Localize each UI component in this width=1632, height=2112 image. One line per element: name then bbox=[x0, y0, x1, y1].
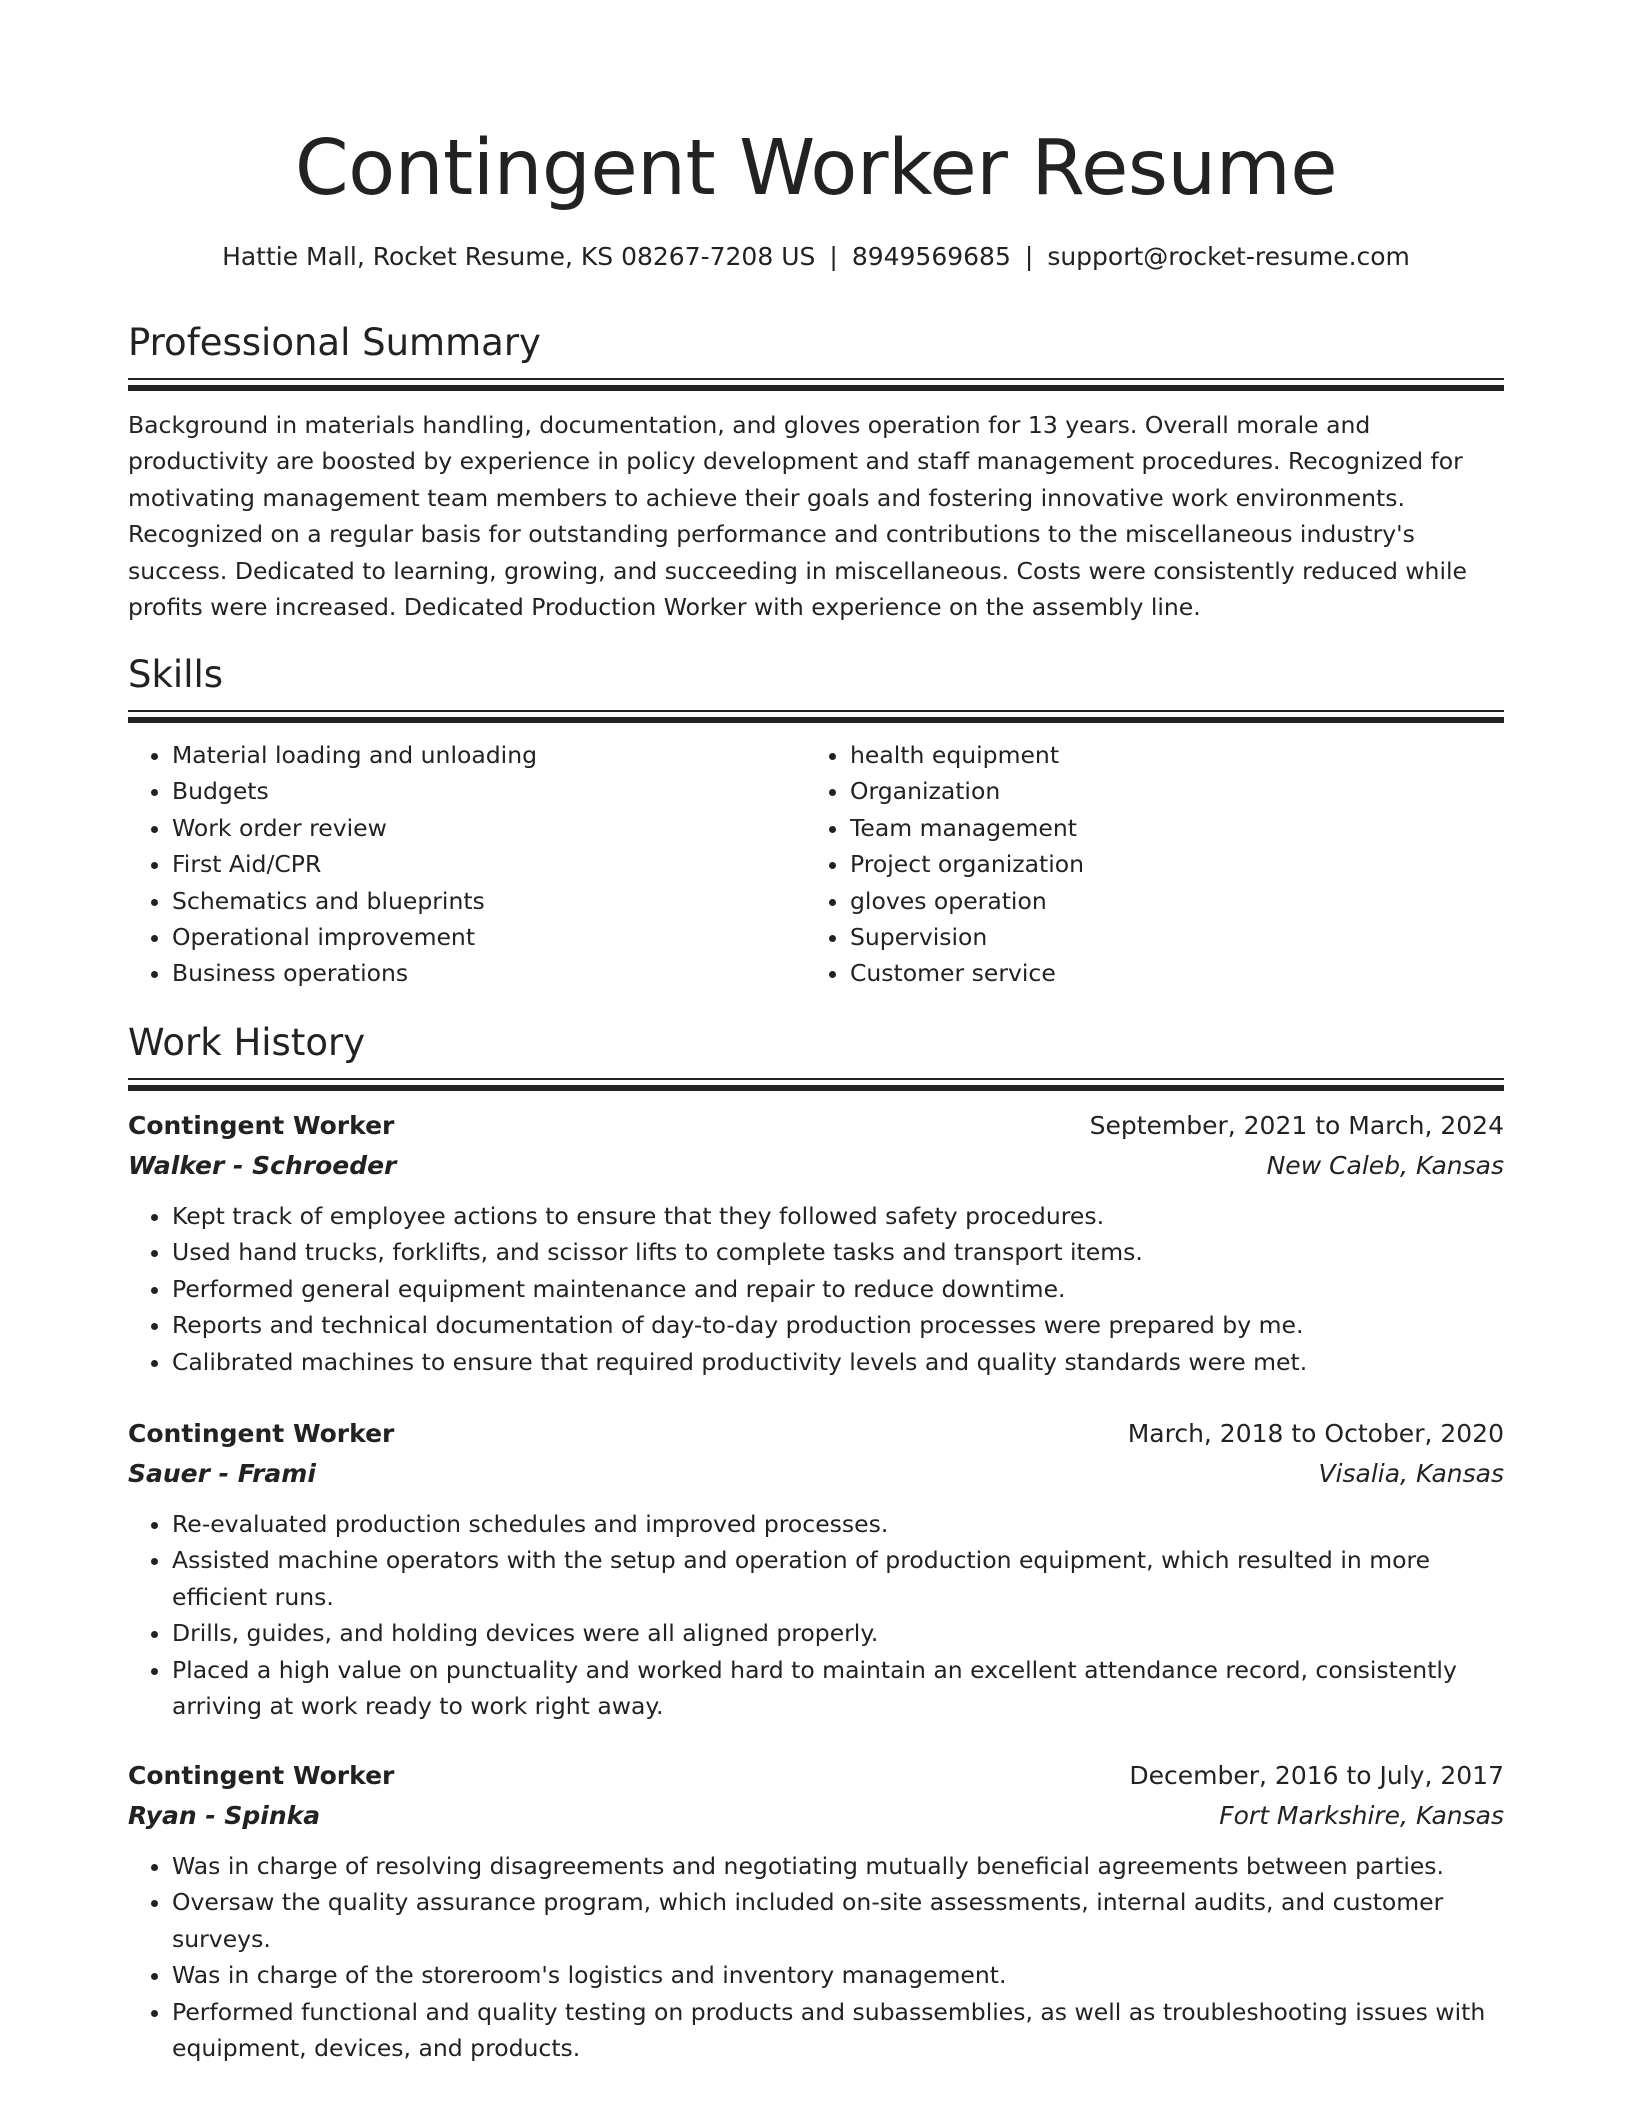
section-title-skills: Skills bbox=[128, 653, 224, 696]
skill-item: • Supervision bbox=[850, 919, 1484, 955]
skill-item: • Business operations bbox=[172, 955, 806, 991]
job-company: Ryan - Spinka bbox=[128, 1801, 321, 1830]
skill-item: • health equipment bbox=[850, 737, 1484, 773]
job-subheader bbox=[128, 1454, 1504, 1494]
job-title: Contingent Worker bbox=[128, 1419, 395, 1448]
skill-item: • Customer service bbox=[850, 955, 1484, 991]
section-divider bbox=[128, 385, 1504, 391]
job-bullets bbox=[128, 1198, 1504, 1380]
job-bullet: • Re-evaluated production schedules and improved processes. bbox=[172, 1506, 1504, 1542]
summary-text: Background in materials handling, documentation, and gloves operation for 13 years. Overall morale and productivity are boosted by experience in policy development and staff management procedures. Recognized for motivating management team members to achieve their goals and fostering innovative work environments. Recognized on a regular basis for outstanding performance and contributions to the miscellaneous industry's success. Dedicated to learning, growing, and succeeding in miscellaneous. Costs were consistently reduced while profits were increased. Dedicated Production Worker with experience on the assembly line. bbox=[128, 411, 1467, 622]
job-bullet: • Performed general equipment maintenance and repair to reduce downtime. bbox=[172, 1271, 1504, 1307]
job-bullets bbox=[128, 1848, 1504, 2066]
section-title-summary: Professional Summary bbox=[128, 321, 541, 364]
skill-item: • Team management bbox=[850, 810, 1484, 846]
job-bullet: • Placed a high value on punctuality and worked hard to maintain an excellent attendance record, consistently arriving at work ready to work right away. bbox=[172, 1652, 1504, 1725]
job-title: Contingent Worker bbox=[128, 1111, 395, 1140]
skill-item: • Operational improvement bbox=[172, 919, 806, 955]
job-bullet: • Calibrated machines to ensure that required productivity levels and quality standards were met. bbox=[172, 1344, 1504, 1380]
skill-item: • First Aid/CPR bbox=[172, 846, 806, 882]
skill-item: • Project organization bbox=[850, 846, 1484, 882]
section-divider bbox=[128, 378, 1504, 380]
job-subheader bbox=[128, 1796, 1504, 1836]
job-entry bbox=[128, 1414, 1504, 1724]
contact-separator: | bbox=[1024, 242, 1034, 271]
job-bullet: • Assisted machine operators with the setup and operation of production equipment, which resulted in more efficient runs. bbox=[172, 1542, 1504, 1615]
job-subheader bbox=[128, 1146, 1504, 1186]
job-bullet: • Performed functional and quality testing on products and subassemblies, as well as troubleshooting issues with equipment, devices, and products. bbox=[172, 1994, 1504, 2067]
job-title: Contingent Worker bbox=[128, 1761, 395, 1790]
contact-phone: 8949569685 bbox=[851, 242, 1011, 271]
skills-section bbox=[128, 648, 1504, 992]
skills-list-left bbox=[128, 737, 806, 992]
job-company: Walker - Schroeder bbox=[128, 1151, 397, 1180]
job-bullets bbox=[128, 1506, 1504, 1724]
contact-address: Hattie Mall, Rocket Resume, KS 08267-7208 US bbox=[222, 242, 816, 271]
skills-columns bbox=[128, 737, 1504, 992]
job-entry bbox=[128, 1106, 1504, 1380]
section-divider bbox=[128, 1085, 1504, 1091]
job-header bbox=[128, 1756, 1504, 1796]
job-header bbox=[128, 1106, 1504, 1146]
contact-email: support@rocket-resume.com bbox=[1047, 242, 1410, 271]
contact-separator: | bbox=[829, 242, 838, 271]
job-bullet: • Oversaw the quality assurance program, which included on-site assessments, internal audits, and customer surveys. bbox=[172, 1884, 1504, 1957]
job-bullet: • Was in charge of the storeroom's logistics and inventory management. bbox=[172, 1957, 1504, 1993]
job-bullet: • Reports and technical documentation of day-to-day production processes were prepared by me. bbox=[172, 1307, 1504, 1343]
job-bullet: • Was in charge of resolving disagreements and negotiating mutually beneficial agreements between parties. bbox=[172, 1848, 1504, 1884]
job-bullet: • Kept track of employee actions to ensure that they followed safety procedures. bbox=[172, 1198, 1504, 1234]
skill-item: • Work order review bbox=[172, 810, 806, 846]
skill-item: • Schematics and blueprints bbox=[172, 883, 806, 919]
job-dates: March, 2018 to October, 2020 bbox=[1127, 1419, 1504, 1448]
section-title-work-history: Work History bbox=[128, 1021, 366, 1064]
job-location: New Caleb, Kansas bbox=[1266, 1151, 1504, 1180]
job-bullet: • Drills, guides, and holding devices were all aligned properly. bbox=[172, 1615, 1504, 1651]
skill-item: • Material loading and unloading bbox=[172, 737, 806, 773]
section-divider bbox=[128, 1078, 1504, 1080]
job-dates: September, 2021 to March, 2024 bbox=[1089, 1111, 1504, 1140]
job-company: Sauer - Frami bbox=[128, 1459, 316, 1488]
section-divider bbox=[128, 717, 1504, 723]
contact-line bbox=[128, 238, 1504, 276]
skill-item: • Organization bbox=[850, 773, 1484, 809]
job-location: Visalia, Kansas bbox=[1318, 1459, 1504, 1488]
work-history-section bbox=[128, 1016, 1504, 1091]
skills-list-right bbox=[806, 737, 1484, 992]
job-bullet: • Used hand trucks, forklifts, and scissor lifts to complete tasks and transport items. bbox=[172, 1234, 1504, 1270]
skill-item: • Budgets bbox=[172, 773, 806, 809]
skill-item: • gloves operation bbox=[850, 883, 1484, 919]
job-header bbox=[128, 1414, 1504, 1454]
section-divider bbox=[128, 710, 1504, 712]
job-location: Fort Markshire, Kansas bbox=[1219, 1801, 1504, 1830]
job-entry bbox=[128, 1756, 1504, 2066]
summary-section bbox=[128, 316, 1504, 625]
resume-title: Contingent Worker Resume bbox=[294, 124, 1338, 213]
job-dates: December, 2016 to July, 2017 bbox=[1129, 1761, 1504, 1790]
